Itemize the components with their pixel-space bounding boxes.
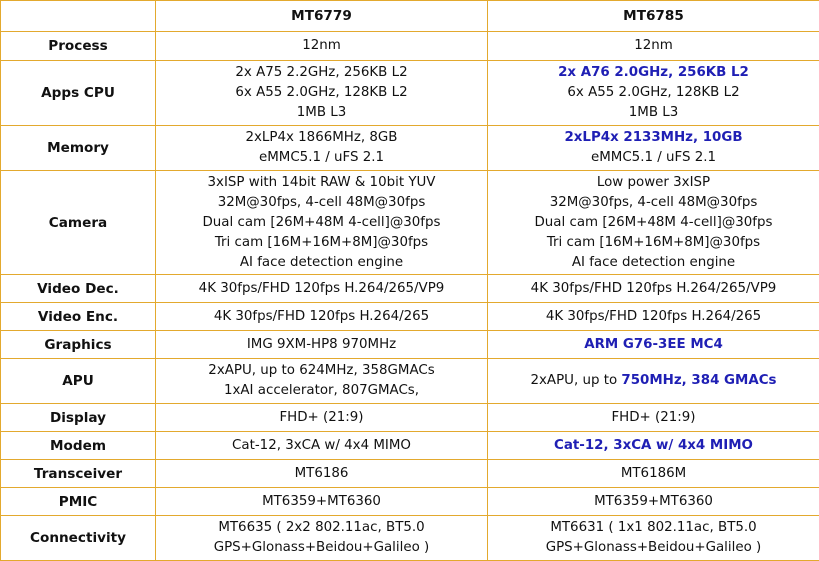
highlighted-text: Cat-12, 3xCA w/ 4x4 MIMO <box>554 438 753 453</box>
cell-mt6779 <box>156 432 488 460</box>
highlighted-text: 750MHz, 384 GMACs <box>621 373 776 388</box>
cell-text: eMMC5.1 / uFS 2.1 <box>591 150 716 165</box>
cell-line <box>158 408 485 428</box>
row-transceiver <box>1 460 819 488</box>
cell-line <box>490 518 817 538</box>
cell-mt6785 <box>488 126 819 171</box>
cell-line <box>158 103 485 123</box>
cell-line <box>490 36 817 56</box>
cell-line <box>490 436 817 456</box>
cell-mt6779 <box>156 359 488 404</box>
row-apu <box>1 359 819 404</box>
row-apps-cpu <box>1 61 819 126</box>
cell-mt6785 <box>488 61 819 126</box>
cell-line <box>490 193 817 213</box>
cell-text: MT6359+MT6360 <box>262 494 381 509</box>
highlighted-text: ARM G76-3EE MC4 <box>584 337 723 352</box>
cell-line <box>490 83 817 103</box>
header-mt6785: MT6785 <box>488 1 819 32</box>
cell-text: Tri cam [16M+16M+8M]@30fps <box>547 235 760 250</box>
cell-line <box>158 128 485 148</box>
cell-line <box>490 173 817 193</box>
cell-line <box>158 279 485 299</box>
row-label: Modem <box>1 432 156 460</box>
row-memory <box>1 126 819 171</box>
cell-text: GPS+Glonass+Beidou+Galileo ) <box>546 540 762 555</box>
cell-mt6785 <box>488 488 819 516</box>
row-label: Video Dec. <box>1 275 156 303</box>
cell-text: Low power 3xISP <box>597 175 710 190</box>
cell-text: 4K 30fps/FHD 120fps H.264/265/VP9 <box>199 281 445 296</box>
cell-text: Dual cam [26M+48M 4-cell]@30fps <box>203 215 441 230</box>
header-corner-cell <box>1 1 156 32</box>
cell-text: IMG 9XM-HP8 970MHz <box>247 337 396 352</box>
cell-text: Tri cam [16M+16M+8M]@30fps <box>215 235 428 250</box>
cell-text: MT6631 ( 1x1 802.11ac, BT5.0 <box>550 520 756 535</box>
row-label: Connectivity <box>1 516 156 561</box>
header-row <box>1 1 819 32</box>
row-video-enc <box>1 303 819 331</box>
row-modem <box>1 432 819 460</box>
cell-mt6779 <box>156 404 488 432</box>
cell-mt6779 <box>156 331 488 359</box>
row-label: Display <box>1 404 156 432</box>
cell-line <box>490 538 817 558</box>
cell-line <box>158 83 485 103</box>
row-process <box>1 32 819 61</box>
row-label: Camera <box>1 171 156 275</box>
row-graphics <box>1 331 819 359</box>
cell-line <box>158 361 485 381</box>
cell-line <box>490 371 817 391</box>
cell-text: AI face detection engine <box>572 255 735 270</box>
cell-mt6779 <box>156 488 488 516</box>
cell-text: 12nm <box>302 38 341 53</box>
cell-line <box>158 492 485 512</box>
cell-line <box>158 253 485 273</box>
cell-text: FHD+ (21:9) <box>611 410 695 425</box>
cell-line <box>158 464 485 484</box>
cell-line <box>490 213 817 233</box>
cell-line <box>490 279 817 299</box>
cell-text: 4K 30fps/FHD 120fps H.264/265 <box>546 309 761 324</box>
cell-line <box>158 518 485 538</box>
cell-mt6779 <box>156 32 488 61</box>
cell-text: MT6359+MT6360 <box>594 494 713 509</box>
cell-text: FHD+ (21:9) <box>279 410 363 425</box>
row-label: Transceiver <box>1 460 156 488</box>
cell-mt6785 <box>488 432 819 460</box>
cell-line <box>158 233 485 253</box>
cell-line <box>490 335 817 355</box>
cell-line <box>158 381 485 401</box>
row-label: APU <box>1 359 156 404</box>
cell-text: 3xISP with 14bit RAW & 10bit YUV <box>208 175 436 190</box>
cell-line <box>158 36 485 56</box>
cell-text: 4K 30fps/FHD 120fps H.264/265 <box>214 309 429 324</box>
cell-line <box>158 193 485 213</box>
row-label: Graphics <box>1 331 156 359</box>
cell-mt6785 <box>488 359 819 404</box>
header-mt6779: MT6779 <box>156 1 488 32</box>
cell-text: 1MB L3 <box>629 105 679 120</box>
row-display <box>1 404 819 432</box>
cell-mt6785 <box>488 516 819 561</box>
highlighted-text: 2xLP4x 2133MHz, 10GB <box>564 130 742 145</box>
cell-text: 12nm <box>634 38 673 53</box>
cell-line <box>490 464 817 484</box>
cell-mt6779 <box>156 171 488 275</box>
cell-line <box>158 436 485 456</box>
cell-mt6785 <box>488 460 819 488</box>
cell-text: MT6186M <box>621 466 686 481</box>
cell-line <box>158 213 485 233</box>
cell-mt6779 <box>156 303 488 331</box>
cell-text: 6x A55 2.0GHz, 128KB L2 <box>235 85 407 100</box>
cell-text: GPS+Glonass+Beidou+Galileo ) <box>214 540 430 555</box>
cell-mt6785 <box>488 275 819 303</box>
cell-text: 2xLP4x 1866MHz, 8GB <box>245 130 397 145</box>
cell-text: 4K 30fps/FHD 120fps H.264/265/VP9 <box>531 281 777 296</box>
cell-line <box>158 307 485 327</box>
row-label: Memory <box>1 126 156 171</box>
cell-text: MT6186 <box>295 466 349 481</box>
cell-mt6779 <box>156 516 488 561</box>
cell-mt6785 <box>488 404 819 432</box>
cell-mt6779 <box>156 275 488 303</box>
cell-mt6785 <box>488 32 819 61</box>
cell-text: eMMC5.1 / uFS 2.1 <box>259 150 384 165</box>
cell-line <box>158 173 485 193</box>
cell-text: MT6635 ( 2x2 802.11ac, BT5.0 <box>218 520 424 535</box>
row-label: Video Enc. <box>1 303 156 331</box>
cell-line <box>490 148 817 168</box>
cell-mt6785 <box>488 331 819 359</box>
cell-text: 2xAPU, up to 624MHz, 358GMACs <box>208 363 434 378</box>
cell-text: 2x A75 2.2GHz, 256KB L2 <box>235 65 407 80</box>
cell-text: 1xAI accelerator, 807GMACs, <box>224 383 419 398</box>
cell-text: Cat-12, 3xCA w/ 4x4 MIMO <box>232 438 411 453</box>
cell-mt6785 <box>488 303 819 331</box>
cell-mt6785 <box>488 171 819 275</box>
cell-line <box>490 128 817 148</box>
row-label: Apps CPU <box>1 61 156 126</box>
cell-text: 1MB L3 <box>297 105 347 120</box>
row-label: Process <box>1 32 156 61</box>
row-label: PMIC <box>1 488 156 516</box>
cell-text: 32M@30fps, 4-cell 48M@30fps <box>550 195 758 210</box>
highlighted-text: 2x A76 2.0GHz, 256KB L2 <box>558 65 749 80</box>
cell-line <box>490 492 817 512</box>
cell-text: 32M@30fps, 4-cell 48M@30fps <box>218 195 426 210</box>
cell-line <box>490 253 817 273</box>
cell-line <box>158 148 485 168</box>
cell-line <box>490 103 817 123</box>
cell-line <box>490 63 817 83</box>
cell-line <box>158 335 485 355</box>
cell-text: 6x A55 2.0GHz, 128KB L2 <box>567 85 739 100</box>
cell-line <box>490 307 817 327</box>
row-pmic <box>1 488 819 516</box>
cell-mt6779 <box>156 61 488 126</box>
cell-mt6779 <box>156 460 488 488</box>
row-camera <box>1 171 819 275</box>
cell-line <box>158 538 485 558</box>
cell-text: Dual cam [26M+48M 4-cell]@30fps <box>535 215 773 230</box>
row-connectivity <box>1 516 819 561</box>
cell-line <box>490 233 817 253</box>
cell-text: AI face detection engine <box>240 255 403 270</box>
cell-text: 2xAPU, up to <box>530 373 621 388</box>
cell-line <box>158 63 485 83</box>
cell-mt6779 <box>156 126 488 171</box>
cell-line <box>490 408 817 428</box>
row-video-dec <box>1 275 819 303</box>
